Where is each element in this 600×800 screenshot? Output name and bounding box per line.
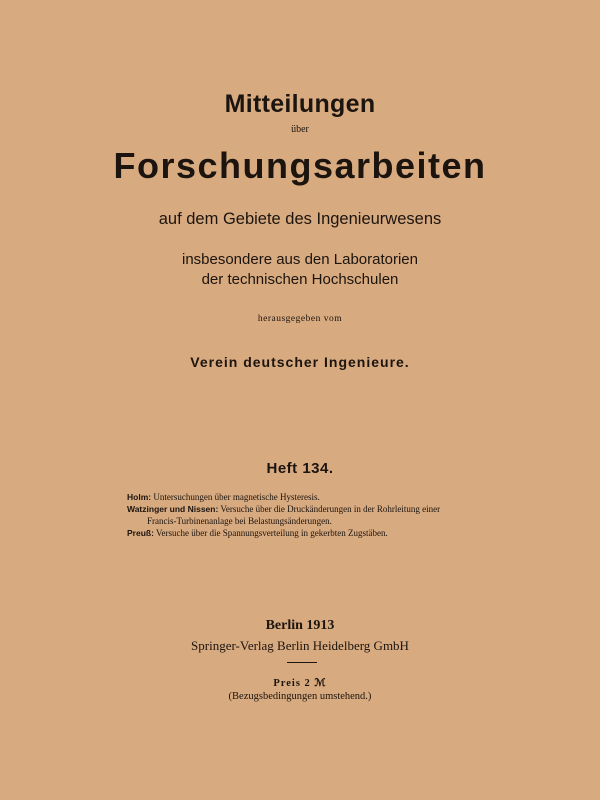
contents-list (127, 491, 487, 539)
description-line-2: der technischen Hochschulen (201, 271, 399, 288)
entry-author: Preuß: (127, 528, 154, 538)
contents-entry (127, 491, 487, 503)
entry-author: Holm: (127, 492, 152, 502)
publisher-org: Verein deutscher Ingenieure. (190, 354, 410, 370)
divider (287, 662, 317, 663)
verlag: Springer-Verlag Berlin Heidelberg GmbH (191, 638, 409, 653)
conditions: (Bezugsbedingungen umstehend.) (228, 691, 372, 702)
place-year: Berlin 1913 (265, 618, 335, 633)
price: Preis 2 ℳ (273, 678, 327, 689)
entry-text: Untersuchungen über magnetische Hysteresis. (153, 492, 320, 502)
series-title: Mitteilungen (224, 90, 376, 118)
subtitle: auf dem Gebiete des Ingenieurwesens (158, 210, 442, 228)
edited-by: herausgegeben vom (257, 314, 343, 324)
contents-entry (127, 503, 487, 515)
entry-author: Watzinger und Nissen: (127, 504, 219, 514)
entry-text: Versuche über die Spannungsverteilung in gekerbten Zugstäben. (156, 528, 388, 538)
main-title: Forschungsarbeiten (113, 145, 487, 186)
description-line-1: insbesondere aus den Laboratorien (181, 251, 418, 268)
issue-number: Heft 134. (266, 460, 334, 477)
ueber-text: über (291, 124, 309, 135)
entry-text: Versuche über die Druckänderungen in der Rohrleitung einer (220, 504, 441, 514)
contents-entry (127, 527, 487, 539)
contents-entry-continuation: Francis-Turbinenanlage bei Belastungsänderungen. (147, 516, 332, 526)
